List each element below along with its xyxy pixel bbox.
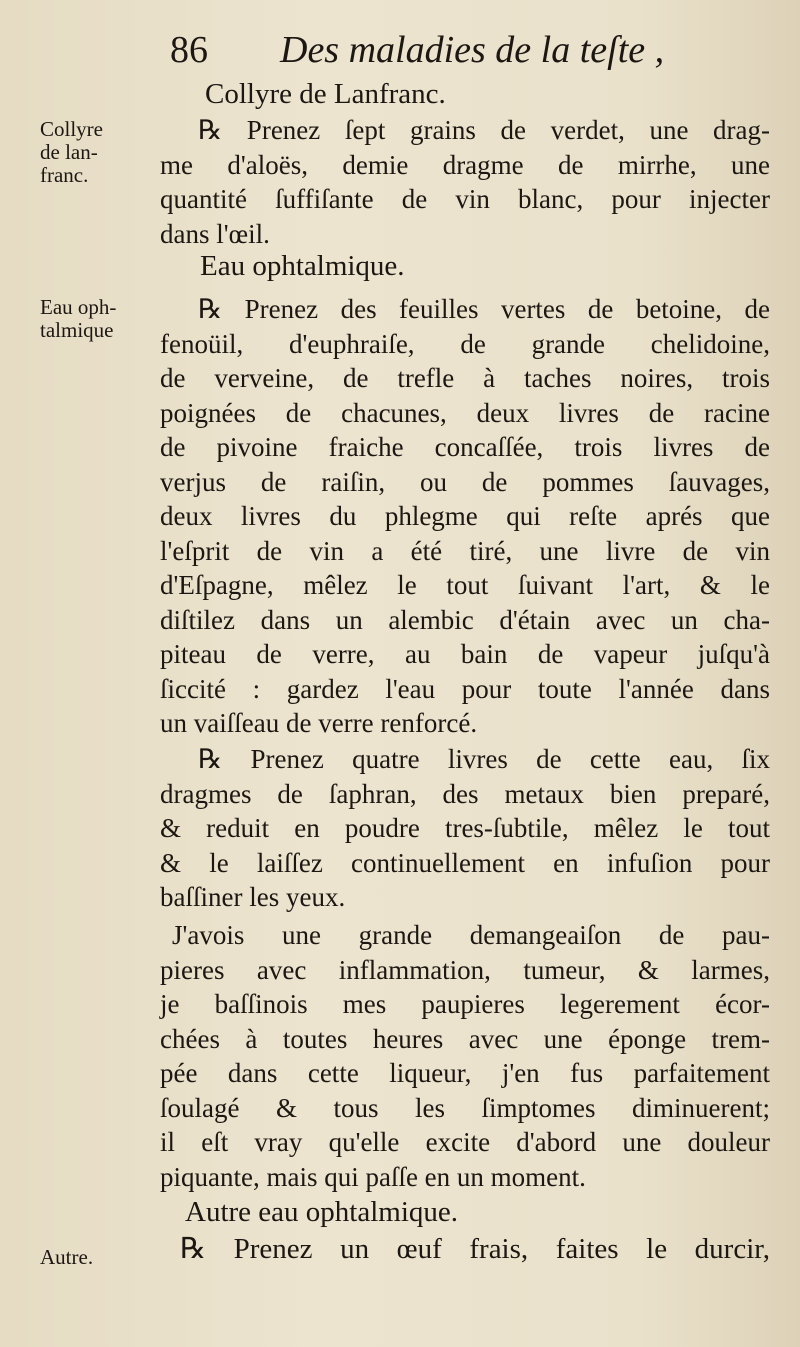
section-heading-collyre: Collyre de Lanfranc. [205, 78, 446, 110]
text-line: chées à toutes heures avec une éponge trem- [160, 1023, 770, 1054]
text-line: poignées de chacunes, deux livres de racine [160, 397, 770, 428]
page-header [170, 28, 770, 78]
paragraph-autre [160, 1232, 770, 1267]
margin-note-line: de lan- [40, 140, 98, 164]
text-line: ℞ Prenez quatre livres de cette eau, ſix [198, 744, 770, 774]
margin-note-autre [40, 1246, 93, 1269]
text-line: J'avois une grande demangeaiſon de pau- [172, 920, 770, 950]
section-heading-autre: Autre eau ophtalmique. [185, 1196, 458, 1228]
paragraph-collyre [160, 113, 770, 251]
text-line: ſiccité : gardez l'eau pour toute l'année dans [160, 673, 770, 704]
running-title: Des maladies de la teſte , [280, 29, 665, 71]
margin-note-collyre [40, 118, 103, 187]
text-line: un vaiſſeau de verre renforcé. [160, 708, 478, 738]
text-line: deux livres du phlegme qui reſte aprés que [160, 501, 770, 531]
text-line: ſoulagé & tous les ſimptomes diminuerent; [160, 1092, 770, 1123]
text-line: dans l'œil. [160, 218, 270, 249]
text-line: piteau de verre, au bain de vapeur juſqu'à [160, 639, 770, 669]
text-line: ℞ Prenez des feuilles vertes de betoine, de [198, 294, 770, 324]
text-line: ℞ Prenez un œuf frais, faites le durcir, [180, 1233, 770, 1265]
margin-note-line: franc. [40, 163, 89, 187]
paragraph-prenez-quatre [160, 742, 770, 915]
text-line: me d'aloës, demie dragme de mirrhe, une [160, 149, 770, 180]
paragraph-eau [160, 292, 770, 741]
text-line: pée dans cette liqueur, j'en fus parfaitement [160, 1058, 770, 1088]
text-line: piquante, mais qui paſſe en un moment. [160, 1161, 586, 1192]
text-line: dragmes de ſaphran, des metaux bien preparé, [160, 778, 770, 809]
text-line: quantité ſuffiſante de vin blanc, pour injecter [160, 184, 770, 214]
section-heading-eau: Eau ophtalmique. [200, 250, 405, 282]
text-line: l'eſprit de vin a été tiré, une livre de vin [160, 535, 770, 566]
text-line: & reduit en poudre tres-ſubtile, mêlez le tout [160, 813, 770, 843]
page-number: 86 [170, 29, 208, 71]
text-line: ℞ Prenez ſept grains de verdet, une drag- [198, 115, 770, 145]
text-line: verjus de raiſin, ou de pommes ſauvages, [160, 466, 770, 497]
text-line: baſſiner les yeux. [160, 882, 346, 912]
text-line: de verveine, de trefle à taches noires, trois [160, 363, 770, 393]
margin-note-line: Eau oph- [40, 295, 117, 319]
text-line: diſtilez dans un alembic d'étain avec un cha- [160, 604, 770, 635]
margin-note-line: talmique [40, 318, 114, 342]
text-line: de pivoine fraiche concaſſée, trois livres de [160, 432, 770, 462]
margin-note-line: Collyre [40, 117, 103, 141]
text-line: d'Eſpagne, mêlez le tout ſuivant l'art, & le [160, 570, 770, 600]
margin-note-eau [40, 296, 116, 342]
margin-note-line: Autre. [40, 1245, 94, 1269]
text-line: je baſſinois mes paupieres legerement écor- [160, 989, 770, 1019]
paragraph-temoignage [160, 918, 770, 1194]
text-line: fenoüil, d'euphraiſe, de grande chelidoine, [160, 328, 770, 359]
text-line: il eſt vray qu'elle excite d'abord une douleur [160, 1127, 770, 1157]
text-line: pieres avec inflammation, tumeur, & larmes, [160, 954, 770, 985]
text-line: & le laiſſez continuellement en infuſion pour [160, 847, 770, 878]
